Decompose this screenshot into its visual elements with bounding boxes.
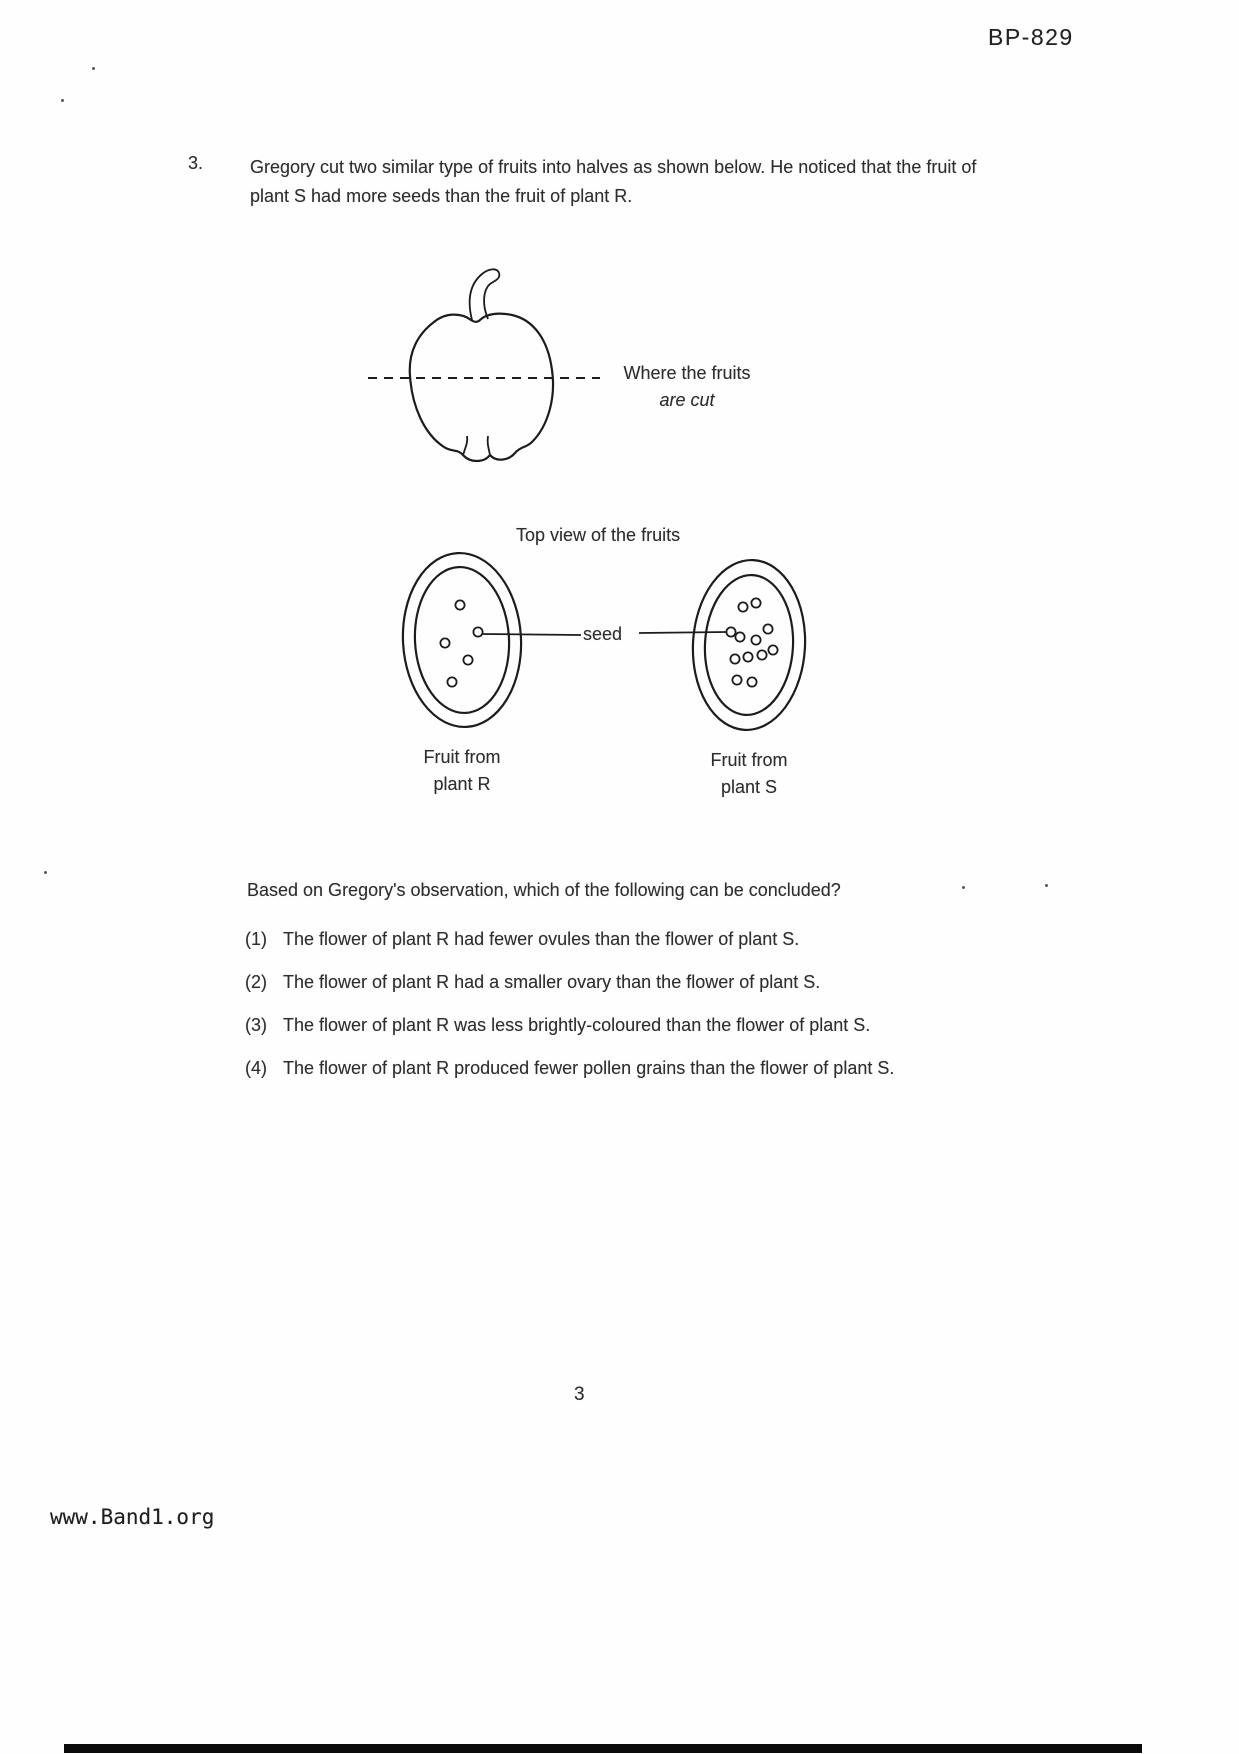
option-4-number: (4) <box>245 1058 267 1079</box>
seed-dot <box>738 602 747 611</box>
fruit-s-inner-outline <box>701 573 796 717</box>
pepper-stem <box>470 269 500 320</box>
seeds-s <box>726 598 777 686</box>
cut-label-line1: Where the fruits <box>623 363 751 383</box>
seed-pointer-line-left <box>482 634 581 635</box>
fruit-s-label-line1: Fruit from <box>710 750 788 770</box>
fruit-r-label <box>400 744 524 798</box>
option-3-text: The flower of plant R was less brightly-coloured than the flower of plant S. <box>283 1015 871 1036</box>
seed-dot <box>743 652 752 661</box>
option-row-1 <box>245 926 1005 952</box>
scan-artifact <box>61 99 64 102</box>
seed-dot <box>768 645 777 654</box>
question-text: Gregory cut two similar type of fruits into halves as shown below. He noticed that the fruit of plant S had more seeds than the fruit of plant R. <box>250 157 977 207</box>
option-row-3 <box>245 1012 1005 1038</box>
pepper-body <box>410 314 553 461</box>
fruit-r-drawing <box>399 550 526 730</box>
fruit-s-label-line2: plant S <box>720 777 778 797</box>
fruit-s-label <box>687 747 811 801</box>
seeds-r <box>440 600 482 686</box>
option-2-text: The flower of plant R had a smaller ovary than the flower of plant S. <box>283 972 821 993</box>
fruit-s-outer-outline <box>689 557 810 733</box>
seed-dot <box>732 675 741 684</box>
seed-dot <box>440 638 449 647</box>
top-view-title: Top view of the fruits <box>516 525 681 545</box>
seed-dot <box>751 635 760 644</box>
seed-dot <box>763 624 772 633</box>
scan-artifact <box>44 871 47 874</box>
seed-pointer-line-right <box>639 632 727 633</box>
question-prompt: Based on Gregory's observation, which of the following can be concluded? <box>247 880 841 900</box>
seed-dot <box>463 655 472 664</box>
fruit-s-drawing <box>689 557 810 733</box>
scan-artifact <box>1045 884 1048 887</box>
seed-label: seed <box>583 624 623 644</box>
options-list <box>245 926 1005 1098</box>
cut-label <box>608 360 766 414</box>
fruit-r-label-line1: Fruit from <box>423 747 501 767</box>
option-4-text: The flower of plant R produced fewer pollen grains than the flower of plant S. <box>283 1058 895 1079</box>
seed-dot <box>747 677 756 686</box>
seed-dot <box>730 654 739 663</box>
option-3-number: (3) <box>245 1015 267 1036</box>
question-number: 3. <box>188 153 204 173</box>
seed-dot <box>455 600 464 609</box>
page-number: 3 <box>574 1384 585 1405</box>
option-row-4 <box>245 1055 1005 1081</box>
cut-label-line2: are cut <box>659 390 715 410</box>
pepper-cleft-lines <box>463 436 490 455</box>
seed-dot <box>473 627 482 636</box>
option-1-number: (1) <box>245 929 267 949</box>
bottom-scan-bar <box>64 1744 1142 1753</box>
seed-dot <box>751 598 760 607</box>
scan-artifact <box>92 67 95 70</box>
seed-dot <box>735 632 744 641</box>
seed-dot <box>757 650 766 659</box>
seed-dot <box>726 627 735 636</box>
fruit-r-label-line2: plant R <box>433 774 491 794</box>
scan-artifact <box>962 886 965 889</box>
seed-dot <box>447 677 456 686</box>
option-2-number: (2) <box>245 972 267 993</box>
option-row-2 <box>245 969 1005 995</box>
website-url: www.Band1.org <box>50 1505 215 1529</box>
fruit-r-outer-outline <box>399 550 526 730</box>
document-code: BP-829 <box>988 24 1074 50</box>
fruit-r-inner-outline <box>411 565 513 716</box>
option-1-text: The flower of plant R had fewer ovules than the flower of plant S. <box>283 929 800 949</box>
